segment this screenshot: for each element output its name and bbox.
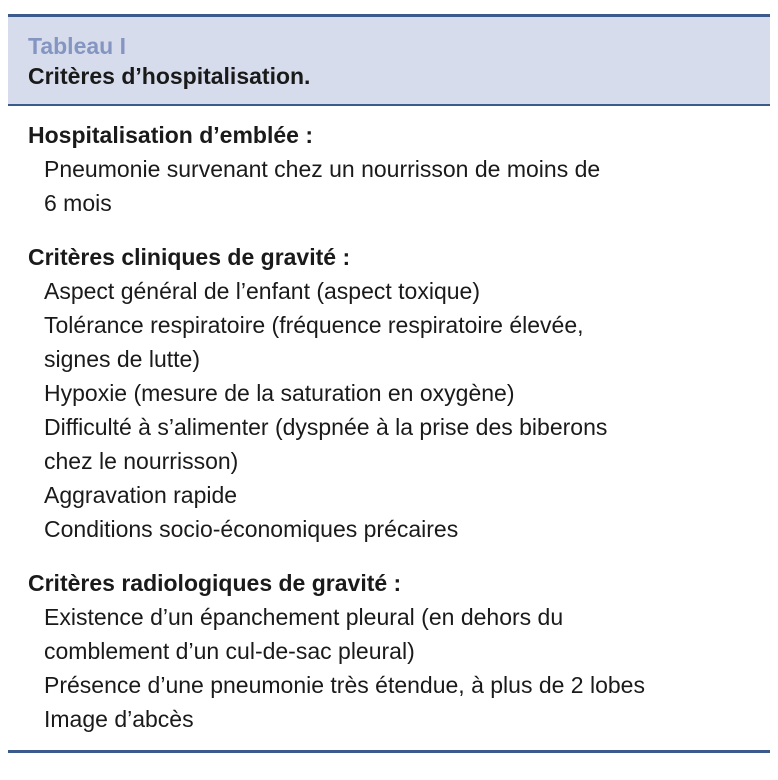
criteria-line: Hypoxie (mesure de la saturation en oxygène)	[44, 380, 515, 406]
section-hospitalisation-emblee	[28, 118, 750, 220]
table-label: Tableau I	[28, 33, 126, 59]
criteria-line: Existence d’un épanchement pleural (en dehors du	[44, 604, 564, 630]
table-title: Critères d’hospitalisation.	[28, 63, 311, 89]
criteria-line: Aggravation rapide	[44, 482, 238, 508]
section-criteres-cliniques	[28, 240, 750, 546]
criteria-line: signes de lutte)	[44, 346, 200, 372]
criteria-line: Présence d’une pneumonie très étendue, à plus de 2 lobes	[44, 672, 645, 698]
criteria-line: Pneumonie survenant chez un nourrisson de moins de	[44, 156, 601, 182]
criteria-line: 6 mois	[44, 190, 112, 216]
criteria-table	[8, 14, 770, 753]
criteria-line: comblement d’un cul-de-sac pleural)	[44, 638, 415, 664]
criteria-line: Tolérance respiratoire (fréquence respiratoire élevée,	[44, 312, 584, 338]
table-header	[8, 17, 770, 106]
section-criteres-radiologiques	[28, 566, 750, 736]
criteria-line: Difficulté à s’alimenter (dyspnée à la prise des biberons	[44, 414, 608, 440]
criteria-line: Aspect général de l’enfant (aspect toxique)	[44, 278, 480, 304]
table-body	[8, 106, 770, 750]
criteria-line: Conditions socio-économiques précaires	[44, 516, 459, 542]
section-heading: Hospitalisation d’emblée :	[28, 122, 313, 148]
section-heading: Critères cliniques de gravité :	[28, 244, 351, 270]
criteria-line: Image d’abcès	[44, 706, 194, 732]
section-heading: Critères radiologiques de gravité :	[28, 570, 402, 596]
bottom-rule	[8, 750, 770, 753]
criteria-line: chez le nourrisson)	[44, 448, 239, 474]
